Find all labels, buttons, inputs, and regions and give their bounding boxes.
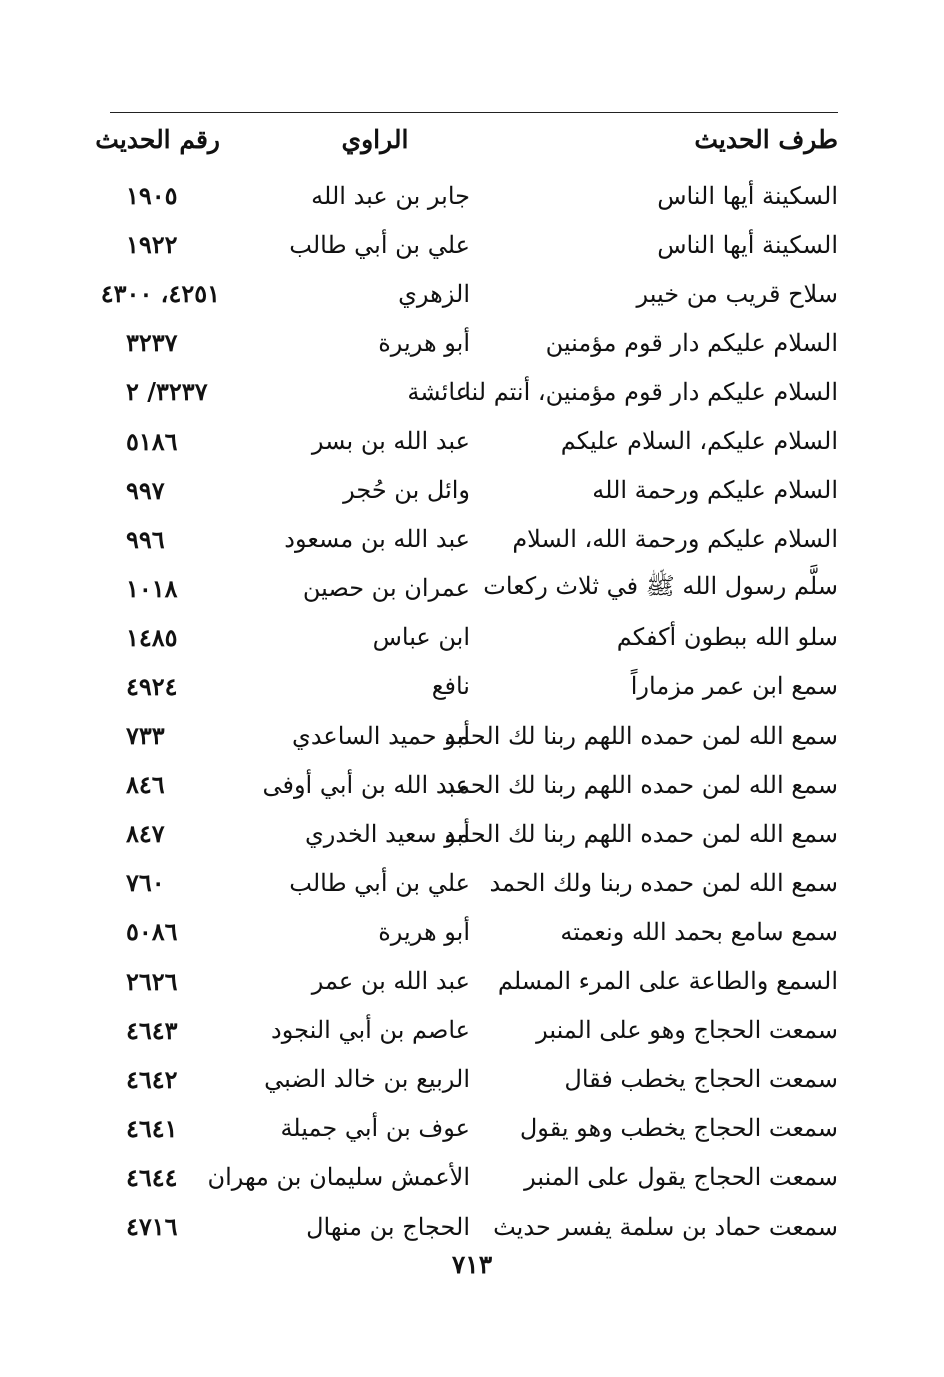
narrator-cell: وائل بن حُجر (343, 476, 470, 505)
hadith-cell: سلَّم رسول الله ﷺ في ثلاث ركعات (483, 571, 838, 600)
narrator-cell: عائشة (407, 377, 470, 406)
table-row (110, 858, 838, 907)
number-cell: ٣٢٣٧/ ٢ (126, 377, 208, 407)
hadith-cell: سمعت الحجاج يقول على المنبر (524, 1163, 838, 1192)
header-narrator: الراوي (341, 124, 409, 154)
hadith-cell: سمع ابن عمر مزماراً (630, 672, 838, 701)
narrator-cell: عمران بن حصين (302, 574, 470, 603)
narrator-cell: أبو هريرة (378, 328, 470, 357)
table-row (110, 220, 838, 269)
narrator-cell: عبد الله بن عمر (311, 967, 470, 996)
hadith-cell: سمع الله لمن حمده اللهم ربنا لك الحمد (444, 770, 838, 799)
hadith-cell: سمع الله لمن حمده ربنا ولك الحمد (489, 868, 838, 897)
number-cell: ٥١٨٦ (126, 426, 178, 456)
hadith-cell: السلام عليكم، السلام عليكم (560, 427, 838, 456)
table-row (110, 416, 838, 465)
number-cell: ٧٣٣ (126, 721, 165, 751)
narrator-cell: أبو حميد الساعدي (292, 721, 470, 750)
narrator-cell: الأعمش سليمان بن مهران (207, 1163, 470, 1192)
hadith-cell: سمعت الحجاج وهو على المنبر (536, 1016, 838, 1045)
hadith-cell: السكينة أيها الناس (657, 181, 838, 210)
narrator-cell: أبو سعيد الخدري (305, 819, 470, 848)
table-row (110, 957, 838, 1006)
narrator-cell: عاصم بن أبي النجود (271, 1016, 470, 1045)
table-row (110, 1055, 838, 1104)
number-cell: ٣٢٣٧ (126, 328, 178, 358)
table-row (110, 171, 838, 220)
hadith-cell: سلو الله ببطون أكفكم (616, 623, 838, 652)
number-cell: ٨٤٧ (126, 819, 165, 849)
hadith-cell: السلام عليكم ورحمة الله (592, 476, 838, 505)
hadith-cell: سمع سامع بحمد الله ونعمته (560, 917, 838, 946)
table-row (110, 367, 838, 416)
hadith-cell: السلام عليكم دار قوم مؤمنين، أنتم لنا (464, 377, 838, 406)
index-rows (100, 171, 838, 1251)
number-cell: ٤٧١٦ (126, 1212, 178, 1242)
table-row (110, 613, 838, 662)
narrator-cell: عبد الله بن مسعود (284, 525, 470, 554)
narrator-cell: علي بن أبي طالب (289, 868, 470, 897)
table-row (110, 466, 838, 515)
table-row (110, 318, 838, 367)
hadith-cell: سمع الله لمن حمده اللهم ربنا لك الحمد (444, 819, 838, 848)
table-row (110, 564, 838, 613)
hadith-cell: سمعت حماد بن سلمة يفسر حديث (493, 1212, 838, 1241)
number-cell: ٤٦٤١ (126, 1113, 178, 1143)
index-page (95, 112, 838, 1251)
narrator-cell: أبو هريرة (378, 917, 470, 946)
narrator-cell: الحجاج بن منهال (306, 1212, 470, 1241)
number-cell: ٨٤٦ (126, 770, 165, 800)
number-cell: ١٩٢٢ (126, 230, 178, 260)
number-cell: ٥٠٨٦ (126, 917, 178, 947)
narrator-cell: جابر بن عبد الله (311, 181, 470, 210)
hadith-cell: السلام عليكم دار قوم مؤمنين (545, 328, 838, 357)
number-cell: ٤٦٤٣ (126, 1015, 178, 1045)
hadith-cell: السكينة أيها الناس (657, 230, 838, 259)
table-row (110, 1202, 838, 1251)
narrator-cell: ابن عباس (372, 623, 470, 652)
table-row (110, 1006, 838, 1055)
number-cell: ٧٦٠ (126, 868, 165, 898)
header-number: رقم الحديث (95, 124, 220, 154)
table-row (110, 515, 838, 564)
table-row (110, 1153, 838, 1202)
table-row (110, 907, 838, 956)
table-row (100, 269, 838, 318)
narrator-cell: الربيع بن خالد الضبي (264, 1065, 470, 1094)
narrator-cell: نافع (431, 672, 470, 701)
narrator-cell: عوف بن أبي جميلة (280, 1114, 470, 1143)
number-cell: ٤٢٥١، ٤٣٠٠ (100, 279, 220, 309)
number-cell: ١٠١٨ (126, 573, 178, 603)
page-number: ٧١٣ (451, 1250, 493, 1279)
narrator-cell: علي بن أبي طالب (289, 230, 470, 259)
number-cell: ٤٦٤٤ (126, 1162, 178, 1192)
header-hadith: طرف الحديث (694, 124, 838, 154)
number-cell: ٢٦٢٦ (126, 966, 178, 996)
number-cell: ٩٩٧ (126, 475, 165, 505)
table-row (110, 1104, 838, 1153)
number-cell: ١٤٨٥ (126, 622, 178, 652)
hadith-cell: سمعت الحجاج يخطب وهو يقول (519, 1114, 838, 1143)
number-cell: ٤٦٤٢ (126, 1064, 178, 1094)
narrator-cell: الزهري (398, 279, 470, 308)
number-cell: ١٩٠٥ (126, 181, 178, 211)
table-header (95, 113, 838, 165)
table-row (110, 760, 838, 809)
narrator-cell: عبد الله بن بسر (311, 427, 470, 456)
hadith-cell: سمعت الحجاج يخطب فقال (564, 1065, 838, 1094)
number-cell: ٩٩٦ (126, 524, 165, 554)
narrator-cell: عبد الله بن أبي أوفى (262, 770, 470, 799)
hadith-cell: السمع والطاعة على المرء المسلم (497, 967, 838, 996)
table-row (110, 662, 838, 711)
number-cell: ٤٩٢٤ (126, 671, 178, 701)
hadith-cell: سمع الله لمن حمده اللهم ربنا لك الحمد (444, 721, 838, 750)
table-row (110, 809, 838, 858)
hadith-cell: السلام عليكم ورحمة الله، السلام (512, 525, 838, 554)
hadith-cell: سلاح قريب من خيبر (636, 279, 838, 308)
table-row (110, 711, 838, 760)
